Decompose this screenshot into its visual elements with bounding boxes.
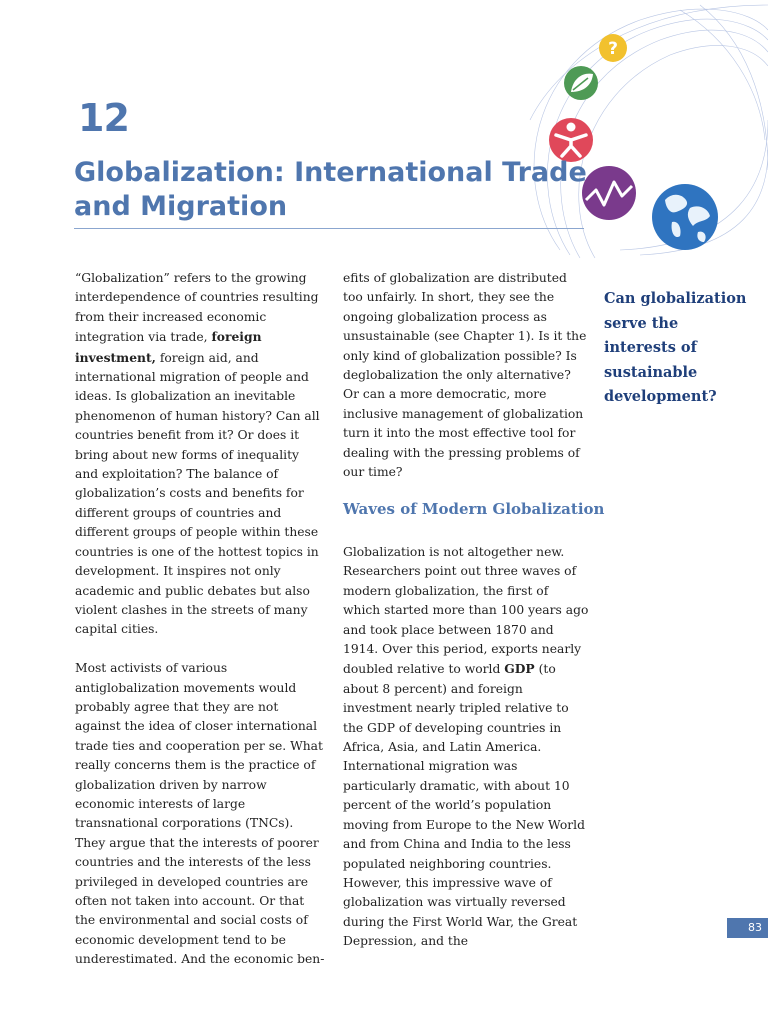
section-heading: Waves of Modern Globalization <box>343 500 605 518</box>
svg-text:?: ? <box>608 39 618 59</box>
title-divider <box>74 228 584 229</box>
paragraph-text: Globalization is not altogether new. Researchers point out three waves of modern globalization, the first of which started more than 100 years ago and took place between 1870 and 1914. Over this period, exports nearly doubled relative to world <box>343 545 589 677</box>
middle-column-top <box>343 269 589 482</box>
chapter-number: 12 <box>78 96 129 140</box>
key-term: foreign investment, <box>75 329 262 365</box>
paragraph-text: foreign aid, and international migration of people and ideas. Is globalization an inevitable phenomenon of human history? Can all countries benefit from it? Or does it bring about new forms of inequality and exploitation? The balance of globalization’s costs and benefits for different groups of countries and different groups of people within these countries is one of the hottest topics in development. It inspires not only academic and public debates but also violent clashes in the streets of many capital cities. <box>75 350 320 637</box>
globe-icon <box>652 184 718 250</box>
body-paragraph: Most activists of various antiglobalization movements would probably agree that they are not against the idea of closer international trade ties and cooperation per se. What really concerns them is the practice of globalization driven by narrow economic interests of large transnational corporations (TNCs). They argue that the interests of poorer countries and the interests of the less privileged in developed countries are often not taken into account. Or that the environmental and social costs of economic development tend to be underestimated. And the economic ben- <box>75 661 325 967</box>
left-column <box>75 269 325 970</box>
key-term: GDP <box>504 661 535 677</box>
body-paragraph: efits of globalization are distributed too unfairly. In short, they see the ongoing globalization process as unsustainable (see Chapter 1). Is it the only kind of globalization possible? Is deglobalization the only alternative? Or can a more democratic, more inclusive management of globalization turn it into the most effective tool for dealing with the pressing problems of our time? <box>343 271 587 480</box>
leaf-icon <box>564 66 598 100</box>
middle-column-bottom <box>343 543 589 952</box>
body-paragraph <box>343 543 589 952</box>
paragraph-text: (to about 8 percent) and foreign investment nearly tripled relative to the GDP of developing countries in Africa, Asia, and Latin America. International migration was particularly dramatic, with about 10 percent of the world’s population moving from Europe to the New World and from China and India to the less populated neighboring countries. However, this impressive wave of globalization was virtually reversed during the First World War, the Great Depression, and the <box>343 662 585 949</box>
question-mark-icon <box>599 34 627 62</box>
chapter-title: Globalization: International Trade and Migration <box>74 157 587 222</box>
paragraph-text: “Globalization” refers to the growing interdependence of countries resulting from their increased economic integration via trade, <box>75 271 319 345</box>
body-paragraph <box>75 269 325 640</box>
margin-question: Can globalization serve the interests of sustainable development? <box>604 290 747 405</box>
page-number: 83 <box>727 918 768 938</box>
